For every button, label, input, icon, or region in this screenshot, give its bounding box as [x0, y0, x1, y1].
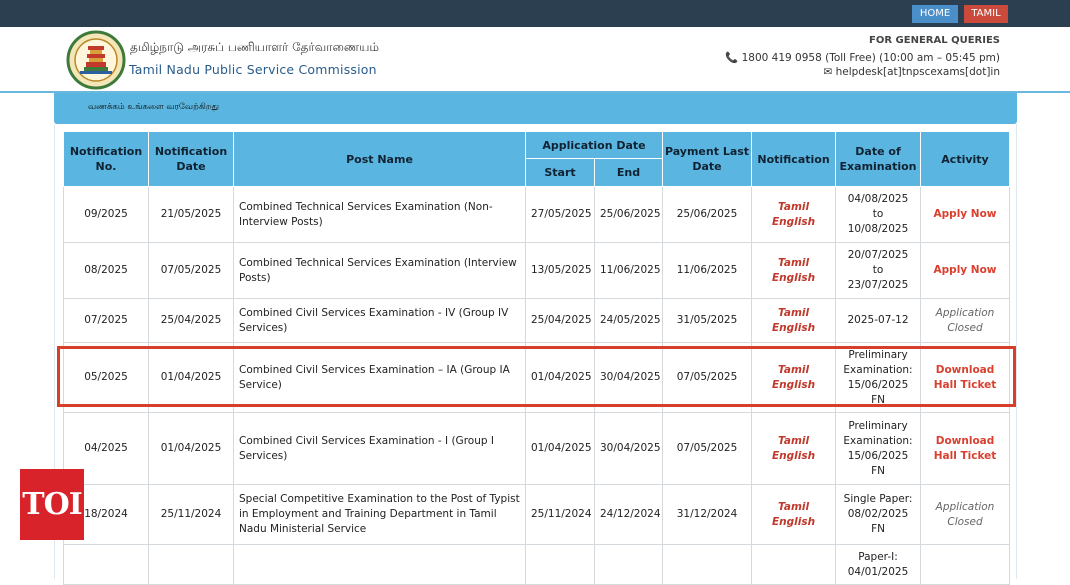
header-payment-last-date: Payment Last Date — [663, 132, 752, 187]
cell-notification-no: 07/2025 — [64, 299, 149, 343]
cell-notification-no: 04/2025 — [64, 413, 149, 485]
cell-notification-links — [752, 485, 836, 545]
cell-notification-date: 07/05/2025 — [149, 243, 234, 299]
download-hall-ticket-link[interactable]: Download Hall Ticket — [933, 363, 997, 391]
header-notification-date: Notification Date — [149, 132, 234, 187]
cell-notification-date: 01/04/2025 — [149, 413, 234, 485]
application-closed-status: Application Closed — [935, 306, 995, 334]
cell-end-date: 30/04/2025 — [595, 413, 663, 485]
header-end: End — [595, 159, 663, 187]
header-application-date: Application Date — [526, 132, 663, 159]
download-hall-ticket-link[interactable]: Download Hall Ticket — [933, 434, 997, 462]
table-row — [64, 413, 1010, 485]
tamil-notification-link[interactable]: Tamil — [777, 200, 810, 213]
cell-activity — [921, 299, 1010, 343]
english-notification-link[interactable]: English — [771, 449, 816, 462]
site-title-english: Tamil Nadu Public Service Commission — [129, 62, 377, 77]
cell-exam-date: Paper-I: 04/01/2025 — [836, 545, 921, 585]
cell-exam-date: Single Paper: 08/02/2025 FN — [836, 485, 921, 545]
welcome-banner — [54, 93, 1017, 124]
cell-exam-date: 2025-07-12 — [836, 299, 921, 343]
cell-post-name: Combined Technical Services Examination (Interview Posts) — [234, 243, 526, 299]
tamil-notification-link[interactable]: Tamil — [777, 434, 810, 447]
tamil-language-button[interactable]: TAMIL — [964, 5, 1008, 23]
cell-notification-no: 08/2025 — [64, 243, 149, 299]
top-bar — [0, 0, 1070, 27]
tamil-notification-link[interactable]: Tamil — [777, 306, 810, 319]
welcome-text: வணக்கம் உங்களை வரவேற்கிறது — [88, 102, 219, 112]
apply-now-link[interactable]: Apply Now — [933, 208, 997, 220]
header-start: Start — [526, 159, 595, 187]
queries-heading: FOR GENERAL QUERIES — [869, 35, 1000, 46]
cell-payment-date: 25/06/2025 — [663, 187, 752, 243]
application-closed-status: Application Closed — [935, 500, 995, 528]
cell-payment-date: 07/05/2025 — [663, 343, 752, 413]
table-row — [64, 243, 1010, 299]
cell-notification-links — [752, 413, 836, 485]
phone-line — [725, 51, 1000, 64]
cell-start-date: 01/04/2025 — [526, 413, 595, 485]
cell-payment-date: 31/12/2024 — [663, 485, 752, 545]
apply-now-link[interactable]: Apply Now — [933, 264, 997, 276]
header-notification: Notification — [752, 132, 836, 187]
cell-exam-date: 20/07/2025 to 23/07/2025 — [836, 243, 921, 299]
cell-exam-date: Preliminary Examination: 15/06/2025 FN — [836, 413, 921, 485]
tamil-notification-link[interactable]: Tamil — [777, 500, 810, 513]
header-date-of-examination: Date of Examination — [836, 132, 921, 187]
cell-notification-links — [752, 243, 836, 299]
cell-exam-date: 04/08/2025 to 10/08/2025 — [836, 187, 921, 243]
cell-activity — [921, 413, 1010, 485]
tamil-notification-link[interactable]: Tamil — [777, 256, 810, 269]
table-row — [64, 485, 1010, 545]
cell-post-name: Combined Civil Services Examination - IV (Group IV Services) — [234, 299, 526, 343]
cell-start-date: 25/11/2024 — [526, 485, 595, 545]
cell-end-date: 11/06/2025 — [595, 243, 663, 299]
cell-post-name: Combined Technical Services Examination (Non-Interview Posts) — [234, 187, 526, 243]
home-button[interactable]: HOME — [912, 5, 958, 23]
table-row — [64, 187, 1010, 243]
cell-start-date: 25/04/2025 — [526, 299, 595, 343]
cell-notification-links — [752, 187, 836, 243]
cell-payment-date: 31/05/2025 — [663, 299, 752, 343]
cell-payment-date: 11/06/2025 — [663, 243, 752, 299]
english-notification-link[interactable]: English — [771, 271, 816, 284]
english-notification-link[interactable]: English — [771, 378, 816, 391]
header-activity: Activity — [921, 132, 1010, 187]
cell-exam-date: Preliminary Examination: 15/06/2025 FN — [836, 343, 921, 413]
cell-start-date: 13/05/2025 — [526, 243, 595, 299]
cell-payment-date: 07/05/2025 — [663, 413, 752, 485]
cell-start-date: 27/05/2025 — [526, 187, 595, 243]
cell-end-date: 30/04/2025 — [595, 343, 663, 413]
header-post-name: Post Name — [234, 132, 526, 187]
cell-notification-date: 25/04/2025 — [149, 299, 234, 343]
cell-end-date: 24/12/2024 — [595, 485, 663, 545]
cell-notification-links — [752, 299, 836, 343]
english-notification-link[interactable]: English — [771, 515, 816, 528]
cell-notification-no: 05/2025 — [64, 343, 149, 413]
cell-notification-date: 25/11/2024 — [149, 485, 234, 545]
phone-icon: 📞 — [725, 52, 742, 64]
cell-notification-date: 21/05/2025 — [149, 187, 234, 243]
cell-post-name: Combined Civil Services Examination – IA (Group IA Service) — [234, 343, 526, 413]
cell-end-date: 25/06/2025 — [595, 187, 663, 243]
cell-post-name: Combined Civil Services Examination - I (Group I Services) — [234, 413, 526, 485]
table-row — [64, 299, 1010, 343]
english-notification-link[interactable]: English — [771, 215, 816, 228]
english-notification-link[interactable]: English — [771, 321, 816, 334]
cell-post-name: Special Competitive Examination to the Post of Typist in Employment and Training Department in Tamil Nadu Ministerial Service — [234, 485, 526, 545]
mail-icon: ✉ — [823, 66, 836, 78]
header-notification-no: Notification No. — [64, 132, 149, 187]
cell-notification-no: 09/2025 — [64, 187, 149, 243]
cell-start-date: 01/04/2025 — [526, 343, 595, 413]
site-title-tamil: தமிழ்நாடு அரசுப் பணியாளர் தேர்வாணையம் — [130, 40, 380, 54]
cell-activity — [921, 243, 1010, 299]
toi-watermark: TOI — [20, 469, 84, 540]
cell-activity — [921, 485, 1010, 545]
tnpsc-emblem-icon[interactable] — [66, 30, 126, 90]
cell-activity — [921, 187, 1010, 243]
cell-end-date: 24/05/2025 — [595, 299, 663, 343]
cell-notification-date: 01/04/2025 — [149, 343, 234, 413]
tamil-notification-link[interactable]: Tamil — [777, 363, 810, 376]
email-address: helpdesk[at]tnpscexams[dot]in — [835, 66, 1000, 78]
highlight-box — [57, 346, 1016, 407]
site-header — [0, 27, 1070, 93]
email-line — [823, 66, 1000, 78]
phone-number: 1800 419 0958 (Toll Free) (10:00 am – 05:45 pm) — [741, 52, 1000, 64]
cell-notification-no: 18/2024 — [64, 485, 149, 545]
